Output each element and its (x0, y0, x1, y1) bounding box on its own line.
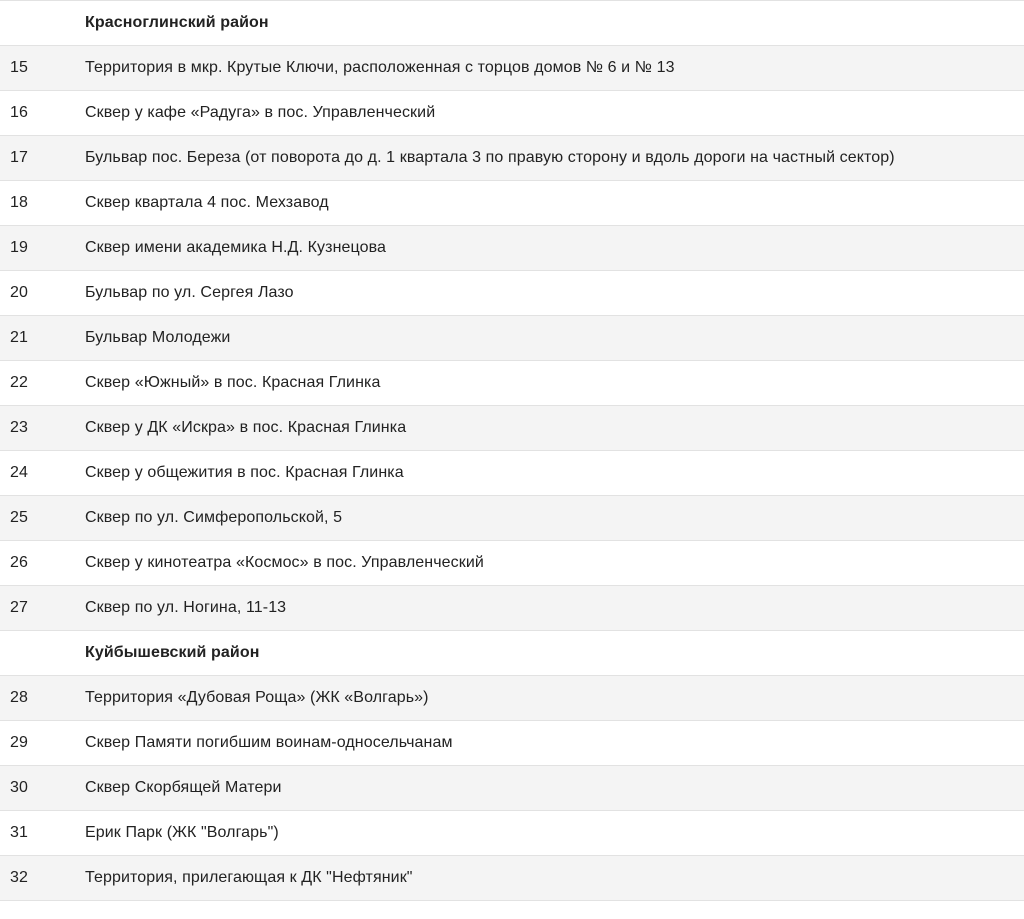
row-number: 15 (10, 59, 28, 76)
row-number: 21 (10, 329, 28, 346)
row-name: Сквер у кинотеатра «Космос» в пос. Управленческий (85, 554, 484, 571)
table-row (0, 361, 1024, 406)
table-row (0, 46, 1024, 91)
table-row (0, 271, 1024, 316)
row-number: 29 (10, 734, 28, 751)
district-name: Красноглинский район (85, 14, 269, 31)
row-number: 27 (10, 599, 28, 616)
table-row (0, 856, 1024, 901)
row-name: Территория, прилегающая к ДК "Нефтяник" (85, 869, 413, 886)
row-number: 32 (10, 869, 28, 886)
row-number: 20 (10, 284, 28, 301)
row-number: 23 (10, 419, 28, 436)
table-row (0, 721, 1024, 766)
table-row (0, 91, 1024, 136)
table-row (0, 316, 1024, 361)
table-row (0, 766, 1024, 811)
row-name: Территория в мкр. Крутые Ключи, расположенная с торцов домов № 6 и № 13 (85, 59, 675, 76)
row-number: 16 (10, 104, 28, 121)
row-number: 24 (10, 464, 28, 481)
district-header-row (0, 1, 1024, 46)
table-row (0, 451, 1024, 496)
row-name: Ерик Парк (ЖК "Волгарь") (85, 824, 279, 841)
row-number: 28 (10, 689, 28, 706)
row-number: 22 (10, 374, 28, 391)
row-name: Сквер квартала 4 пос. Мехзавод (85, 194, 329, 211)
row-name: Бульвар Молодежи (85, 329, 231, 346)
row-name: Сквер Скорбящей Матери (85, 779, 282, 796)
table-row (0, 811, 1024, 856)
row-number: 19 (10, 239, 28, 256)
row-name: Территория «Дубовая Роща» (ЖК «Волгарь») (85, 689, 429, 706)
table-row (0, 541, 1024, 586)
row-number: 31 (10, 824, 28, 841)
table-row (0, 586, 1024, 631)
district-name: Куйбышевский район (85, 644, 260, 661)
row-number: 18 (10, 194, 28, 211)
row-number: 25 (10, 509, 28, 526)
table-row (0, 136, 1024, 181)
table-row (0, 676, 1024, 721)
row-name: Бульвар по ул. Сергея Лазо (85, 284, 294, 301)
table-row (0, 406, 1024, 451)
row-name: Сквер Памяти погибшим воинам-односельчанам (85, 734, 453, 751)
row-name: Бульвар пос. Береза (от поворота до д. 1 квартала 3 по правую сторону и вдоль дороги на частный сектор) (85, 149, 895, 166)
row-number: 30 (10, 779, 28, 796)
row-name: Сквер у общежития в пос. Красная Глинка (85, 464, 404, 481)
row-name: Сквер «Южный» в пос. Красная Глинка (85, 374, 381, 391)
row-name: Сквер по ул. Ногина, 11-13 (85, 599, 287, 616)
row-number: 26 (10, 554, 28, 571)
row-name: Сквер у кафе «Радуга» в пос. Управленческий (85, 104, 436, 121)
row-name: Сквер по ул. Симферопольской, 5 (85, 509, 343, 526)
table-row (0, 226, 1024, 271)
table-row (0, 496, 1024, 541)
row-name: Сквер имени академика Н.Д. Кузнецова (85, 239, 387, 256)
table-row (0, 181, 1024, 226)
row-number: 17 (10, 149, 28, 166)
district-header-row (0, 631, 1024, 676)
row-name: Сквер у ДК «Искра» в пос. Красная Глинка (85, 419, 407, 436)
